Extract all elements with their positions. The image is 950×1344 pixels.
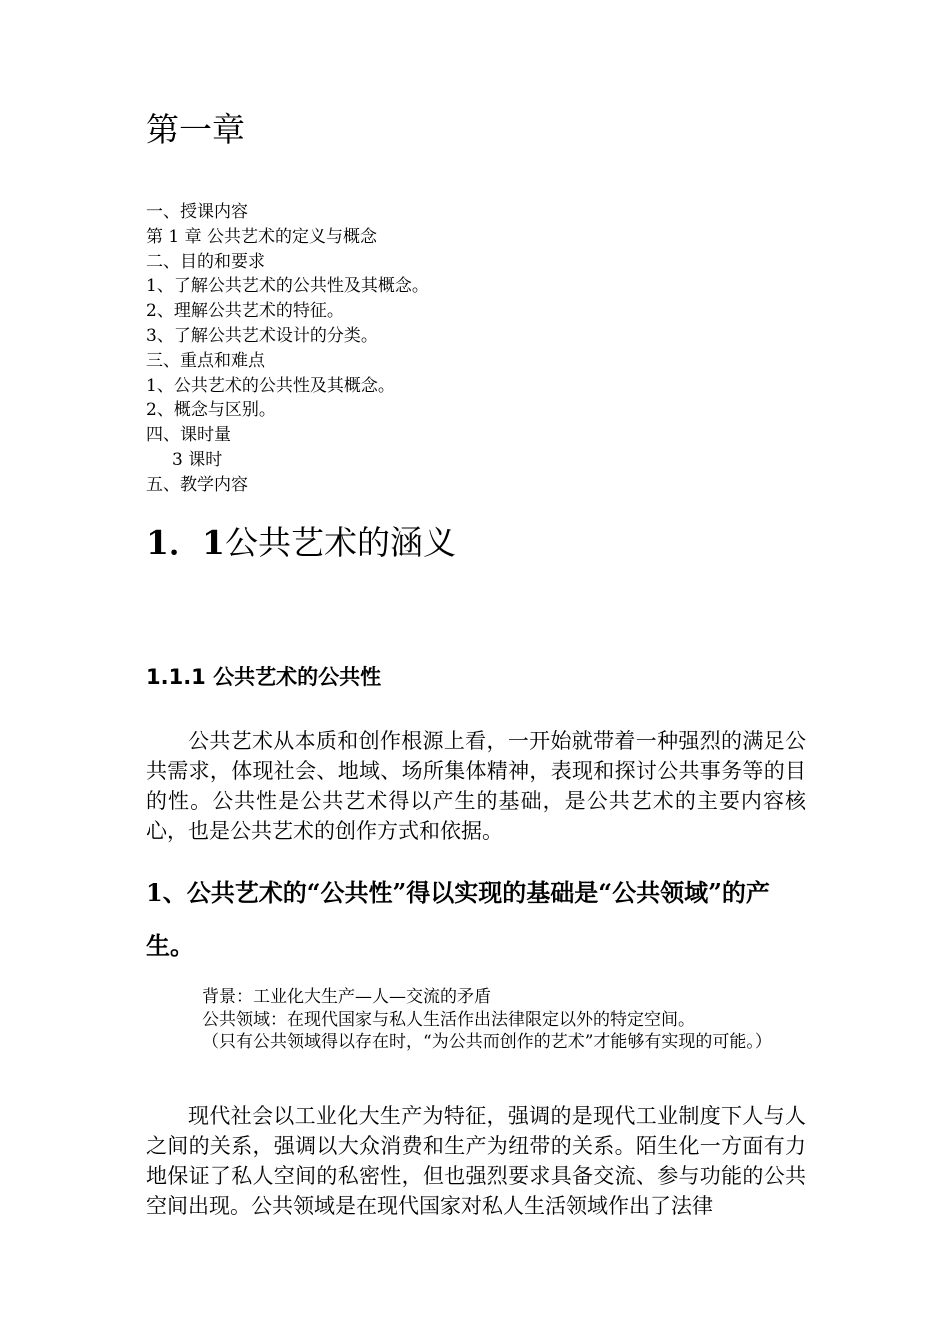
- subsection-title: 1.1.1 公共艺术的公共性: [146, 665, 382, 689]
- outline-item: 1、公共艺术的公共性及其概念。: [146, 375, 395, 396]
- point-heading: [146, 866, 810, 972]
- outline-item: 三、重点和难点: [146, 350, 265, 371]
- point-number: 1: [146, 878, 163, 907]
- chapter-title: 第一章: [146, 110, 245, 149]
- note-line: 背景：工业化大生产—人—交流的矛盾: [202, 987, 491, 1007]
- outline-item: 二、目的和要求: [146, 251, 265, 272]
- outline-item: 3、了解公共艺术设计的分类。: [146, 325, 378, 346]
- outline-item: 四、课时量: [146, 425, 231, 446]
- outline-item: 一、授课内容: [146, 202, 248, 222]
- outline-item: 2、概念与区别。: [146, 400, 276, 421]
- outline-item: 第 1 章 公共艺术的定义与概念: [146, 226, 378, 247]
- background-note: [202, 986, 810, 1054]
- outline-item: 3 课时: [172, 449, 223, 470]
- outline-item: 1、了解公共艺术的公共性及其概念。: [146, 276, 429, 297]
- outline-item: 五、教学内容: [146, 474, 248, 495]
- note-line: 公共领域：在现代国家与私人生活作出法律限定以外的特定空间。: [202, 1009, 695, 1030]
- body-paragraph: 公共艺术从本质和创作根源上看，一开始就带着一种强烈的满足公共需求，体现社会、地域、场所集体精神，表现和探讨公共事务等的目的性。公共性是公共艺术得以产生的基础，是公共艺术的主要内容核心，也是公共艺术的创作方式和依据。: [146, 729, 806, 843]
- syllabus-outline: [146, 200, 429, 498]
- section-number: 1．1: [146, 523, 225, 562]
- outline-item: 2、理解公共艺术的特征。: [146, 301, 344, 322]
- body-paragraph: 现代社会以工业化大生产为特征，强调的是现代工业制度下人与人之间的关系，强调以大众消费和生产为纽带的关系。陌生化一方面有力地保证了私人空间的私密性，但也强烈要求具备交流、参与功能的公共空间出现。公共领域是在现代国家对私人生活领域作出了法律: [146, 1104, 806, 1218]
- note-line: （只有公共领域得以存在时，“为公共而创作的艺术”才能够有实现的可能。）: [202, 1032, 772, 1053]
- section-title: [146, 520, 456, 566]
- point-heading-text: 、公共艺术的“公共性”得以实现的基础是“公共领域”的产生。: [146, 878, 770, 960]
- section-title-text: 公共艺术的涵义: [224, 523, 456, 562]
